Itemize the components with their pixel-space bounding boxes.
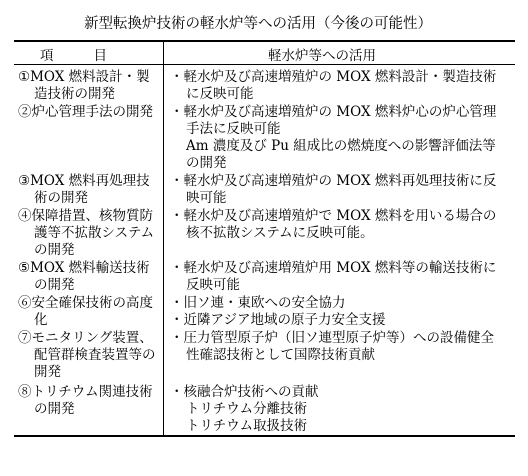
item-cell bbox=[18, 208, 158, 259]
application-line: 核不拡散システムに反映可能。 bbox=[186, 225, 374, 241]
application-line: ・軽水炉及び高速増殖炉の MOX 燃料再処理技術に反 bbox=[170, 173, 497, 189]
application-line: に反映可能 bbox=[186, 86, 254, 102]
application-line: ・圧力管型原子炉（旧ソ連型原子炉等）への設備健全 bbox=[170, 330, 494, 346]
application-cell bbox=[170, 208, 512, 242]
application-line: トリチウム分離技術 bbox=[186, 401, 308, 417]
item-line: 開発 bbox=[34, 364, 61, 380]
item-line: の開発 bbox=[34, 277, 75, 293]
item-line: ⑧トリチウム関連技術 bbox=[18, 384, 153, 400]
item-line: ⑦モニタリング装置、 bbox=[18, 330, 153, 346]
item-line: ⑥安全確保技術の高度 bbox=[18, 295, 153, 311]
header-item-b: 目 bbox=[93, 48, 107, 64]
item-cell bbox=[18, 330, 158, 381]
application-cell bbox=[170, 330, 512, 364]
application-line: 手法に反映可能 bbox=[186, 121, 281, 137]
item-line: の開発 bbox=[34, 242, 75, 258]
item-line: 配管群検査装置等の bbox=[34, 347, 156, 363]
application-line: ・軽水炉及び高速増殖炉用 MOX 燃料等の輸送技術に bbox=[170, 260, 497, 276]
header-rule bbox=[14, 64, 515, 65]
document-title: 新型転換炉技術の軽水炉等への活用（今後の可能性） bbox=[84, 16, 432, 32]
item-line: 護等不拡散システム bbox=[34, 225, 155, 241]
item-line: 化 bbox=[34, 312, 48, 328]
application-line: 性確認技術として国際技術貢献 bbox=[186, 347, 375, 363]
application-line: 反映可能 bbox=[186, 277, 240, 293]
item-cell bbox=[18, 384, 158, 418]
item-line: ③MOX 燃料再処理技 bbox=[18, 173, 150, 189]
item-line: ④保障措置、核物質防 bbox=[18, 208, 153, 224]
item-cell bbox=[18, 69, 158, 103]
item-line: の開発 bbox=[34, 401, 75, 417]
application-cell bbox=[170, 295, 512, 329]
item-cell bbox=[18, 295, 158, 329]
application-table bbox=[14, 40, 515, 437]
item-cell bbox=[18, 104, 158, 121]
application-cell bbox=[170, 69, 512, 103]
item-line: 術の開発 bbox=[34, 190, 88, 206]
item-line: ①MOX 燃料設計・製 bbox=[18, 69, 150, 85]
application-line: ・軽水炉及び高速増殖炉の MOX 燃料設計・製造技術 bbox=[170, 69, 497, 85]
item-line: ⑤MOX 燃料輸送技術 bbox=[18, 260, 150, 276]
header-item-a: 項 bbox=[40, 48, 54, 64]
application-line: 映可能 bbox=[186, 190, 227, 206]
application-cell bbox=[170, 173, 512, 207]
application-line: ・旧ソ連・東欧への安全協力 bbox=[170, 295, 346, 311]
application-line: ・軽水炉及び高速増殖炉の MOX 燃料炉心の炉心管理 bbox=[170, 104, 497, 120]
application-line: ・軽水炉及び高速増殖炉で MOX 燃料を用いる場合の bbox=[170, 208, 497, 224]
header-item bbox=[40, 44, 107, 64]
item-line: ②炉心管理手法の開発 bbox=[18, 104, 153, 120]
application-cell bbox=[170, 260, 512, 294]
application-cell bbox=[170, 384, 512, 435]
application-cell bbox=[170, 104, 512, 172]
item-line: 造技術の開発 bbox=[34, 86, 115, 102]
header-application: 軽水炉等への活用 bbox=[268, 48, 376, 64]
application-line: の開発 bbox=[186, 155, 227, 171]
column-divider bbox=[163, 42, 164, 435]
application-line: ・近隣アジア地域の原子力安全支援 bbox=[170, 312, 386, 328]
application-line: Am 濃度及び Pu 組成比の燃焼度への影響評価法等 bbox=[186, 138, 496, 154]
item-cell bbox=[18, 260, 158, 294]
item-cell bbox=[18, 173, 158, 207]
application-line: ・核融合炉技術への貢献 bbox=[170, 384, 319, 400]
application-line: トリチウム取扱技術 bbox=[186, 418, 308, 434]
